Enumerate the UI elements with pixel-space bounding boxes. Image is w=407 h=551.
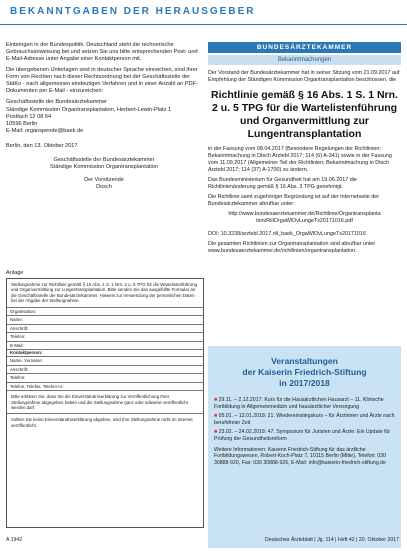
address-block xyxy=(6,99,202,135)
email-line: E-Mail: organspende@baek.de xyxy=(6,128,84,135)
event-item: ■ 29.11. – 2.12.2017: Kurs für die Hausärztlichen Hausarzt – 11. Klinische Fortbildung in Allgemeinmedizin und hausärztlicher Versorgung xyxy=(214,397,384,410)
address-line: Ständige Kommission Organtransplantation, Herbert-Lewin-Platz 1 xyxy=(6,106,172,113)
signature-org-1: Geschäftsstelle der Bundesärztekammer xyxy=(53,156,155,163)
right-intro: Der Vorstand der Bundesärztekammer hat in seiner Sitzung vom 21.09.2017 auf Empfehlung der Ständigen Kommission Organtransplantation beschlossen, die xyxy=(208,70,400,83)
form-note-1: Bitte erklären Sie, dass Sie die Einverständniserklärung zur Veröffentlichung Ihrer Stellungnahme abgegeben haben und die Stellungnahme ganz oder teilweise veröffentlicht werden darf. xyxy=(7,390,203,413)
event-title-line-1: Veranstaltungen xyxy=(271,356,338,366)
form-row-phone-fax[interactable]: Telefon, Telefax, Telefon-nr.: xyxy=(7,382,203,391)
event-contact: Weitere Informationen: Kaiserin Friedrich-Stiftung für das ärztliche Fortbildungswesen, Robert-Koch-Platz 7, 10115 Berlin (Mitte), Telefon: 030 30888-920, Fax: 030 30888-926, E-Mail: info@kaiserin-friedrich-stiftung.de xyxy=(214,446,386,466)
right-paragraph-2: Das Bundesministerium für Gesundheit hat am 19.06.2017 die Richtlinienänderung gemäß § 16 Abs. 3 TPG genehmigt. xyxy=(208,177,357,190)
form-row-contact-phone[interactable]: Telefon: xyxy=(7,373,203,382)
guideline-url[interactable]: http://www.bundesaerztekammer.de/Richtlinie/Organtransplantation/RiliOrgaWlOvLungeTx20171016.pdf xyxy=(228,211,381,224)
left-paragraph-1: Einbringen in der Bundespolitik. Deutschland steht die rechnerische Gebrauchsanweisung bei und setzen Sie uns bitte entsprechenden Post- und E-Mail-Adresse unter Angabe einer Kontaktperson mit. xyxy=(6,42,198,63)
form-row-contact-name[interactable]: Name, Vorname: xyxy=(7,356,203,365)
header-rule xyxy=(0,24,407,25)
address-line: 10596 Berlin xyxy=(6,121,38,128)
announcements-banner: Bekanntmachungen xyxy=(208,55,401,65)
form-row-email[interactable]: E-Mail: xyxy=(7,341,203,350)
right-paragraph-3: Die Richtlinie samt zugehöriger Begründung ist auf der Internetseite der Bundesärztekammer abrufbar unter: xyxy=(208,194,380,207)
bullet-icon: ■ xyxy=(214,397,219,403)
right-paragraph-4: Die gesamten Richtlinien zur Organtransplantation sind abrufbar unter www.bundesaerztekammer.de/richtlinien/organtransplantation. xyxy=(208,241,376,254)
form-row-address[interactable]: Anschrift: xyxy=(7,324,203,333)
page-number: A 1942 xyxy=(6,537,23,543)
address-line: Postfach 12 08 64 xyxy=(6,113,52,120)
left-paragraph-2: Die übergebenen Unterlagen sind in deutscher Sprache einreichen, sind ihrer Form von Rechten nach dieser Rechtsordnung bei der Geschäftsstelle der StäKo - nach allgemeinen eindeutigen Verfahren und in einer Anzahl an PDF-Dokumenten per E-Mail - einzureichen: xyxy=(6,66,198,95)
form-row-contact-address[interactable]: Anschrift: xyxy=(7,365,203,374)
event-item: ■ 23.02. – 24.02.2018: 47. Symposium für Juristen und Ärzte: Ein Update für Prüfung der Gesundheitsreform xyxy=(214,429,391,442)
event-title xyxy=(208,356,401,389)
event-item: ■ 05.01. – 13.01.2018: 21. Wiedereinstiegskurs – für Ärztinnen und Ärzte nach berufsfreier Zeit xyxy=(214,413,395,426)
journal-citation: Deutsches Ärzteblatt | Jg. 114 | Heft 42 | 20. Oktober 2017 xyxy=(265,537,399,543)
anlage-label: Anlage xyxy=(6,270,24,276)
form-note-2: Sollten Sie keine Einverständniserklärung abgeben, wird Ihre Stellungnahme nicht im Internet veröffentlicht. xyxy=(7,413,203,431)
bundesaerztekammer-banner: BUNDESÄRZTEKAMMER xyxy=(208,42,401,53)
bullet-icon: ■ xyxy=(214,429,219,436)
right-paragraph-1: in der Fassung vom 08.04.2017 (Besondere Regelungen der Richtlinien; Bekanntmachung in Dtsch Arztebl 2017; 114 (6) A-341) sowie in der Fassung vom 11.09.2017 (Allgemeiner Teil der Richtlinien; Bekanntmachung in Dtsch Arztebl 2017; 114 (37) A-1700) zu ändern. xyxy=(208,146,392,173)
doi-line: DOI: 10.3238/arztebl.2017.rili_baek_OrgaWlOvLungeTx20171016 xyxy=(208,231,366,237)
form-row-phone[interactable]: Telefon: xyxy=(7,332,203,341)
page-header xyxy=(0,0,407,26)
right-column xyxy=(208,42,401,255)
event-title-line-2: der Kaiserin Friedrich-Stiftung xyxy=(242,367,367,377)
statement-form xyxy=(6,278,204,528)
left-column xyxy=(6,42,202,191)
date-line: Berlin, den 13. Oktober 2017 xyxy=(6,143,78,150)
signature-name: Dosch xyxy=(96,184,112,191)
form-row-name[interactable]: Name: xyxy=(7,315,203,324)
event-box xyxy=(208,346,401,548)
signature-org-2: Ständige Kommission Organtransplantation xyxy=(50,163,158,170)
form-section-contact: Kontaktperson: xyxy=(7,349,203,356)
signature-block xyxy=(6,157,202,192)
address-line: Geschäftsstelle der Bundesärztekammer xyxy=(6,99,108,106)
form-row-organisation[interactable]: Organisation: xyxy=(7,307,203,316)
guideline-title: Richtlinie gemäß § 16 Abs. 1 S. 1 Nrn. 2 u. 5 TPG für die Wartelistenführung und Organvermittlung zur Lungentransplantation xyxy=(211,89,398,140)
section-title: BEKANNTGABEN DER HERAUSGEBER xyxy=(10,6,256,17)
bullet-icon: ■ xyxy=(214,413,219,420)
event-title-line-3: in 2017/2018 xyxy=(279,378,330,388)
form-intro: Stellungnahme zur Richtlinie gemäß § 16 Abs. 1 S. 1 Nrn. 2 u. 5 TPG für die Wartelistenführung und Organvermittlung zur Lungentransplantation. Bitte senden Sie das ausgefüllte Formular an die Geschäftsstelle der Bundesärztekammer. Hinweis zur Verwendung der persönlichen Daten bei der Abgabe der Stellungnahme. xyxy=(11,282,197,304)
event-body xyxy=(208,389,401,466)
signature-title: Der Vorsitzende xyxy=(84,177,124,184)
